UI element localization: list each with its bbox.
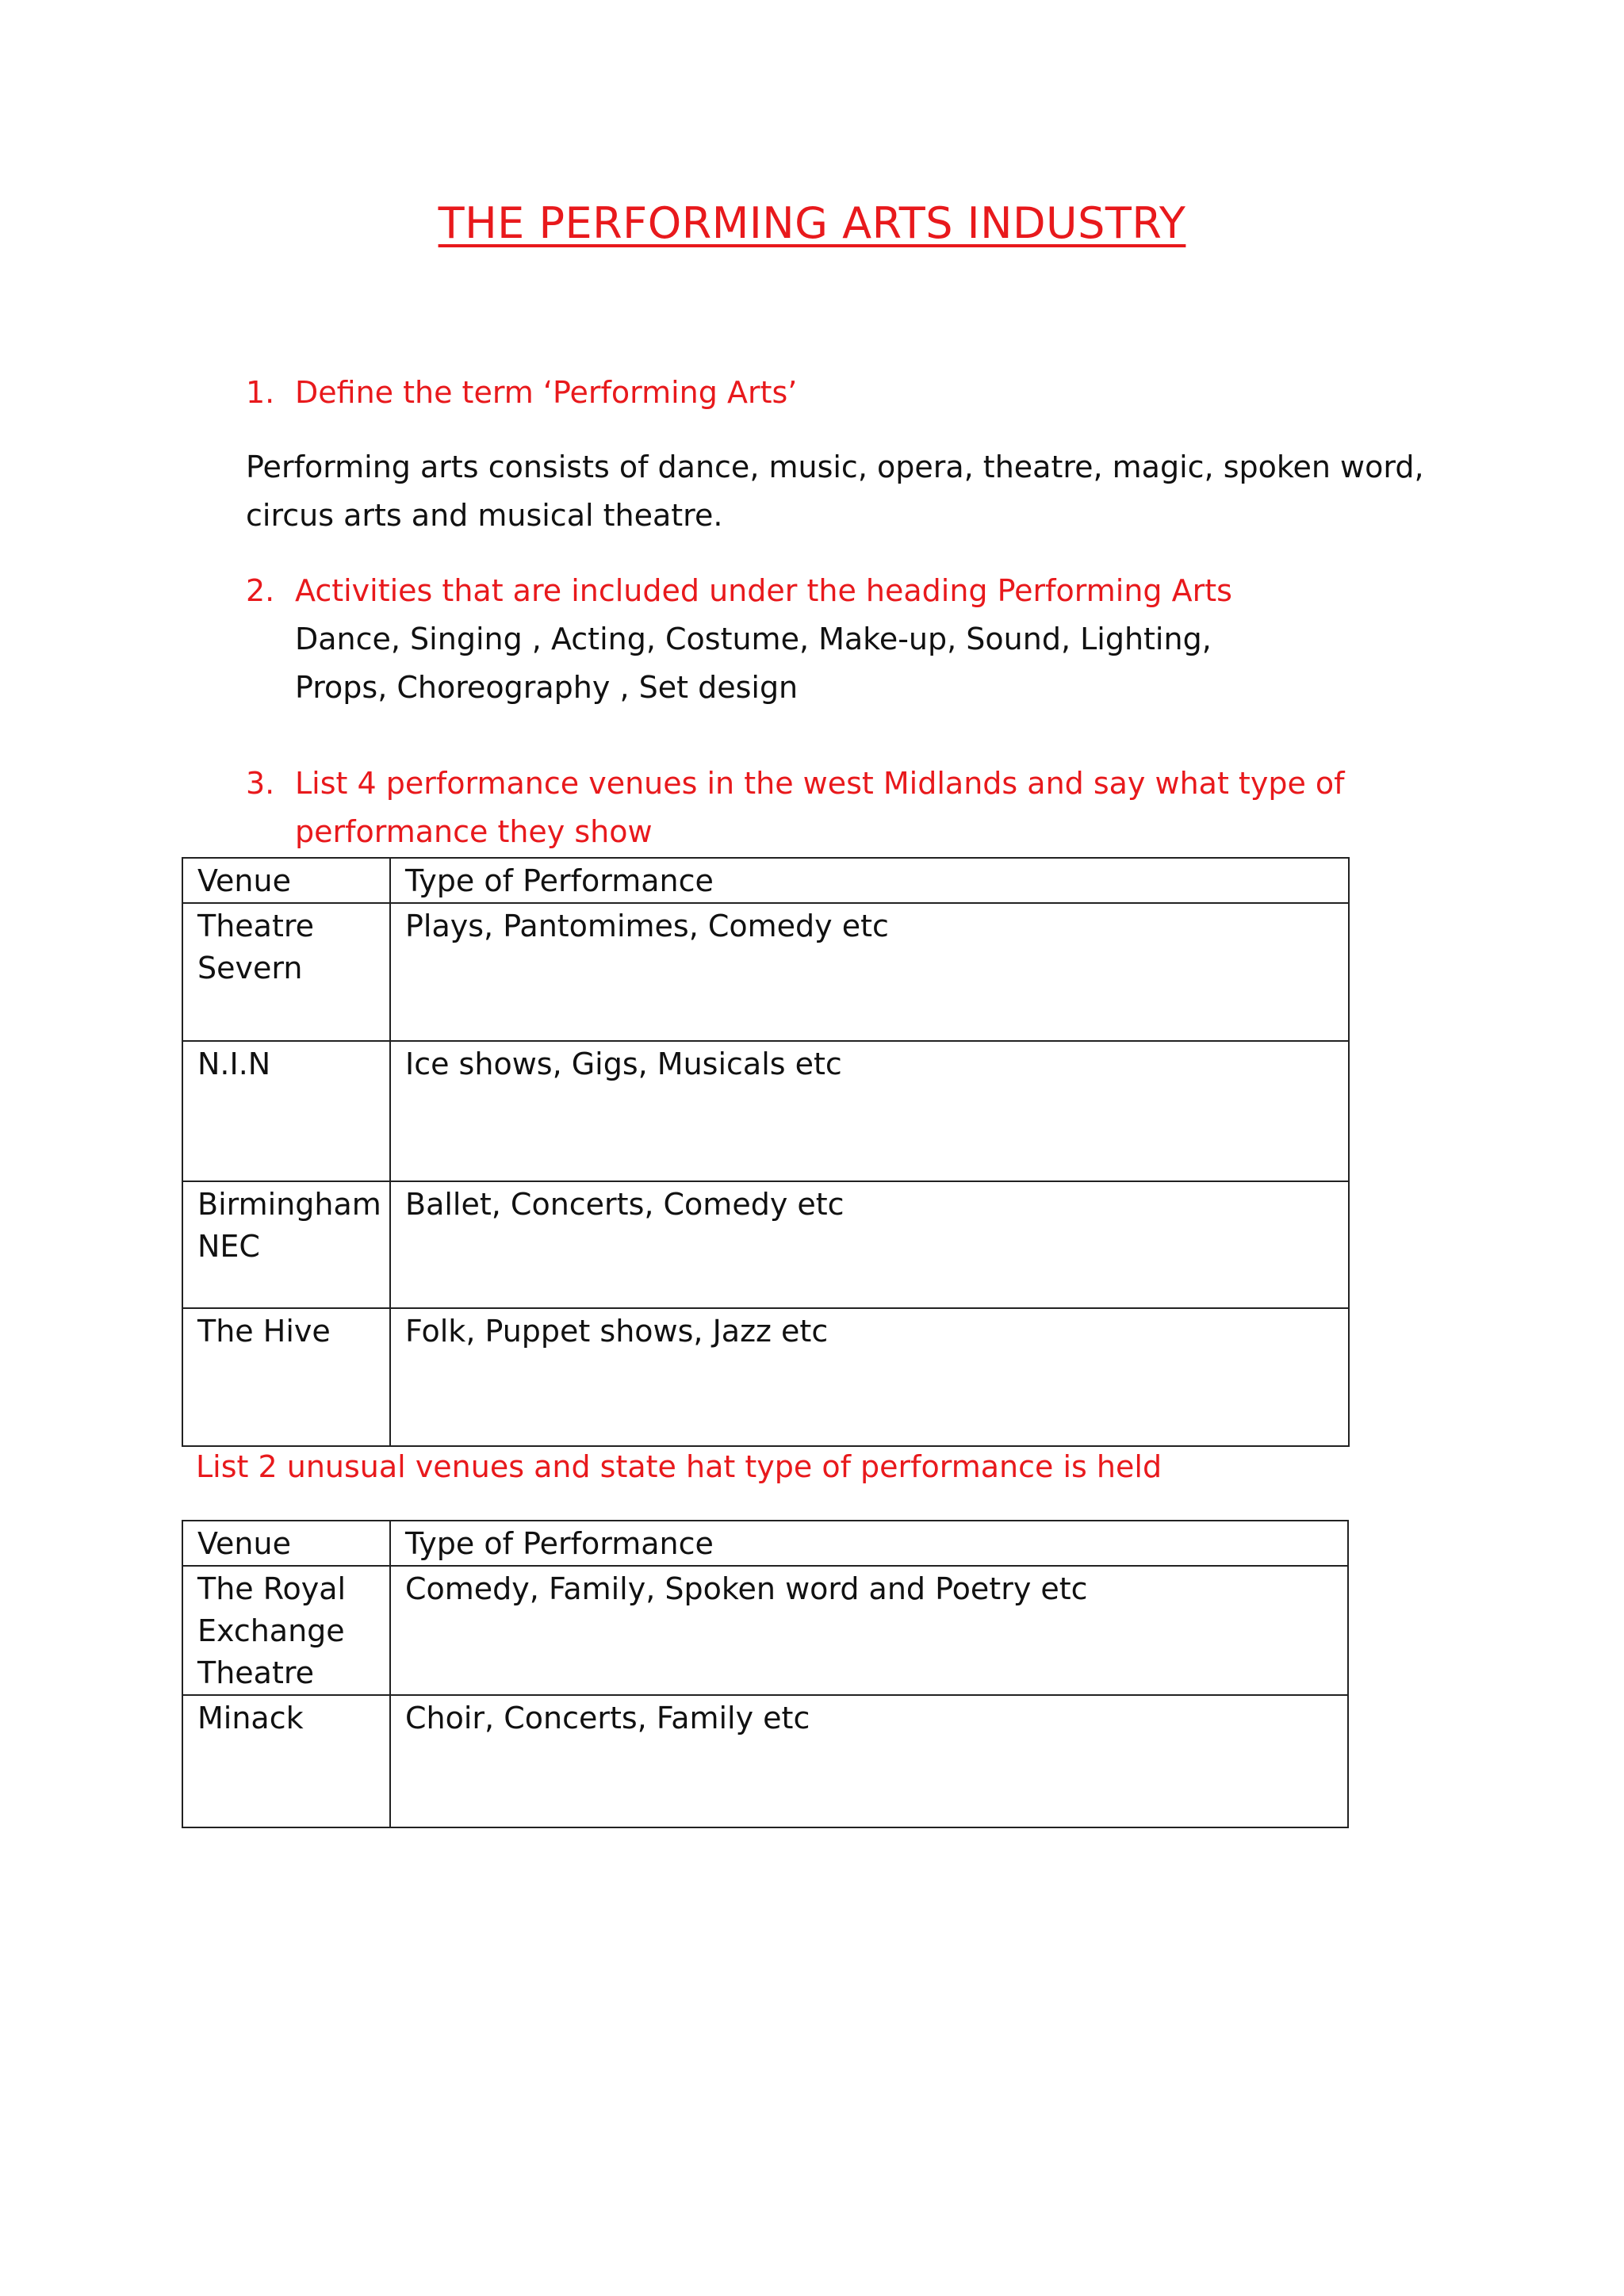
type-cell: Folk, Puppet shows, Jazz etc	[390, 1308, 1349, 1446]
table-row	[182, 1041, 1349, 1181]
header-type: Type of Performance	[390, 858, 1349, 903]
table-row	[182, 903, 1349, 1041]
header-venue: Venue	[182, 1521, 390, 1566]
venue-cell: The Hive	[182, 1308, 390, 1446]
page-title-text: THE PERFORMING ARTS INDUSTRY	[438, 198, 1186, 248]
table-row	[182, 1695, 1348, 1827]
table-header-row	[182, 858, 1349, 903]
type-cell: Ballet, Concerts, Comedy etc	[390, 1181, 1349, 1308]
venue-cell: N.I.N	[182, 1041, 390, 1181]
table-row	[182, 1181, 1349, 1308]
type-cell: Comedy, Family, Spoken word and Poetry etc	[390, 1566, 1348, 1695]
venue-cell: Minack	[182, 1695, 390, 1827]
answer-2: Dance, Singing , Acting, Costume, Make-up, Sound, Lighting, Props, Choreography , Set design	[295, 622, 1212, 705]
unusual-venues-table	[182, 1520, 1349, 1828]
header-venue: Venue	[182, 858, 390, 903]
page-title	[0, 198, 1624, 248]
question-number: 2.	[246, 573, 275, 608]
table-row	[182, 1566, 1348, 1695]
question-3	[246, 760, 1356, 856]
type-cell: Ice shows, Gigs, Musicals etc	[390, 1041, 1349, 1181]
question-text: Define the term ‘Performing Arts’	[295, 375, 798, 410]
table-row	[182, 1308, 1349, 1446]
header-type: Type of Performance	[390, 1521, 1348, 1566]
question-number: 1.	[246, 375, 275, 410]
table-header-row	[182, 1521, 1348, 1566]
type-cell: Plays, Pantomimes, Comedy etc	[390, 903, 1349, 1041]
venue-cell: Birmingham NEC	[182, 1181, 390, 1308]
unusual-venues-heading: List 2 unusual venues and state hat type of performance is held	[196, 1449, 1162, 1484]
question-1	[246, 369, 1475, 417]
answer-1: Performing arts consists of dance, music, opera, theatre, magic, spoken word, circus arts and musical theatre.	[246, 450, 1424, 533]
question-number: 3.	[246, 766, 275, 801]
question-text: List 4 performance venues in the west Midlands and say what type of performance they show	[295, 766, 1345, 849]
type-cell: Choir, Concerts, Family etc	[390, 1695, 1348, 1827]
venue-cell: Theatre Severn	[182, 903, 390, 1041]
question-text: Activities that are included under the heading Performing Arts	[295, 573, 1232, 608]
venues-table	[182, 857, 1350, 1447]
venue-cell: The Royal Exchange Theatre	[182, 1566, 390, 1695]
question-2	[246, 567, 1475, 615]
